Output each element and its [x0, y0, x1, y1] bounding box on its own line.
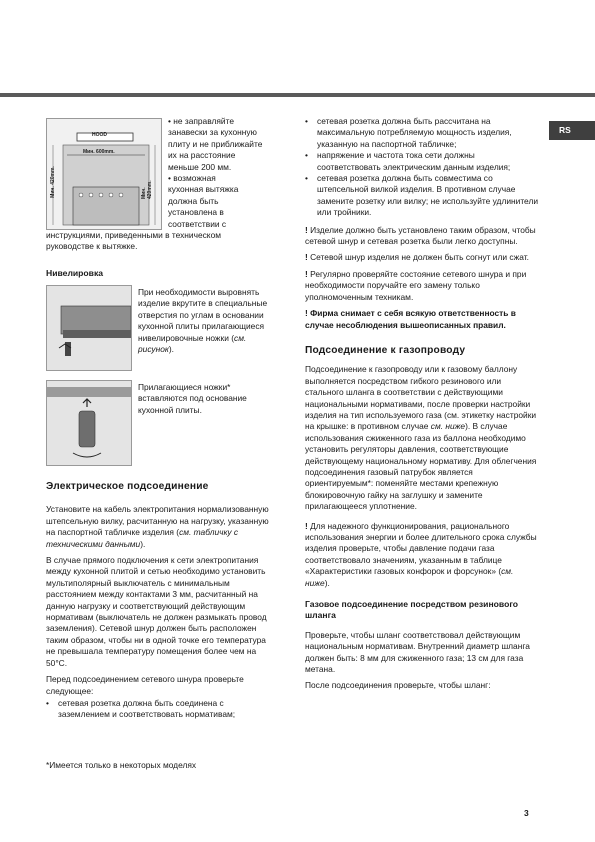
warning-4: ! Фирма снимает с себя всякую ответственность в случае несоблюдения вышеописанных правил. [305, 308, 516, 330]
electrical-p2: В случае прямого подключения к сети электропитания между кухонной плитой и сетью необходимо установить мультиполярный выключатель с минимальным расстоянием между контактами 3 мм, расчитанный на данную нагрузку и соответствующий действующим нормативам (выключатель не должен размыкать провод заземления). Сетевой шнур должен быть расположен таким образом, чтобы ни в одной точке его температура не превышала температуру помещения более чем на 50°C. [46, 555, 267, 668]
fig1-line: • возможная [168, 173, 216, 184]
leveling-text [138, 287, 272, 355]
footnote-text: *Имеется только в некоторых моделях [46, 760, 197, 770]
hose-p1: Проверьте, чтобы шланг соответствовал действующим национальным нормативам. Внутренний диаметр шланга должен быть: 8 мм для сжиженного газа; 13 см для газа метана. [305, 629, 530, 675]
leveling-diagram [46, 285, 132, 371]
min-width-label: Мин. 600mm. [83, 149, 115, 155]
fig1-line: меньше 200 мм. [168, 161, 232, 172]
page-number: 3 [524, 808, 529, 818]
leveling-text-a: При необходимости выровнять изделие вкрутите в специальные отверстия по углам в основании кухонной плиты прилагающиеся нивелировочные ножки ( [138, 287, 268, 343]
fig1-line: • не заправляйте [168, 116, 234, 126]
leveling-title: Нивелировка [46, 268, 104, 278]
fig1-line: должна быть [168, 195, 219, 206]
fig1-text-continued: инструкциями, приведенными в техническом руководстве к вытяжке. [46, 230, 221, 252]
warning-icon: ! [305, 252, 311, 263]
warning-2: ! Сетевой шнур изделия не должен быть согнут или сжат. [305, 252, 529, 263]
electrical-p3: Перед подсоединением сетевого шнура проверьте следующее: [46, 674, 244, 696]
leveling-text-end: ). [168, 344, 174, 355]
leveling-section [46, 268, 268, 279]
power-bullet-3: • сетевая розетка должна быть совместима со штепсельной вилкой изделия. В противном случае замените розетку или вилку; не используйте удлинители или тройники. [305, 173, 538, 219]
warning-5: ! Для надежного функционирования, рационального использования энергии и более длительного срока службы изделия проверьте, чтобы давление подачи газа соответствовало значениям, указанным в таблице «Характеристики газовых конфорок и форсунок» (см. ниже). [305, 520, 537, 588]
foot-illustration [47, 381, 131, 465]
footnote [46, 760, 268, 771]
hood-label: HOOD [92, 132, 107, 138]
right-column [305, 116, 538, 697]
warning-icon: ! [305, 268, 311, 279]
warning-icon: ! [305, 308, 311, 319]
power-bullet-1: • сетевая розетка должна быть рассчитана на максимальную потребляемую мощность изделия, указанную на паспортной табличке; [305, 116, 538, 150]
electrical-title: Электрическое подсоединение [46, 481, 209, 492]
electrical-p1: Установите на кабель электропитания нормализованную штепсельную вилку, расчитанную на нагрузку, указанную на паспортной табличке изделия (см. табличку с техническими данными). [46, 504, 269, 549]
see-figure-ref: см. рисунок [138, 332, 247, 355]
power-bullet-2: • напряжение и частота тока сети должны соответствовать электрическим данным изделия; [305, 150, 538, 173]
hose-p2: После подсоединения проверьте, чтобы шланг: [305, 680, 491, 691]
fig1-line: соответствии с [168, 218, 227, 229]
language-tab: RS [549, 121, 595, 140]
foot-text-body: Прилагающиеся ножки* вставляются под основание кухонной плиты. [138, 382, 247, 415]
foot-text [138, 382, 270, 416]
fig1-line: занавески за кухонную [168, 127, 257, 138]
electrical-bullet: • сетевая розетка должна быть соединена с заземлением и соответствовать нормативам; [46, 698, 276, 721]
min-left-label: Мин. 420mm. [49, 166, 56, 198]
electrical-section [46, 481, 276, 721]
leveling-illustration [47, 286, 131, 370]
min-right-label: Мин. 420mm. [141, 180, 153, 199]
fig1-line: плиту и не приближайте [168, 138, 263, 149]
fig1-side-text [168, 116, 272, 230]
gas-title: Подсоединение к газопроводу [305, 344, 466, 356]
fig1-line: установлена в [168, 207, 224, 218]
fig1-line: кухонная вытяжка [168, 184, 239, 195]
foot-diagram [46, 380, 132, 466]
fig1-line: их на расстояние [168, 150, 236, 161]
gas-p1: Подсоединение к газопроводу или к газовому баллону выполняется посредством гибкого резинового или стального шланга в соответствии с действующими национальными нормативами, после проверки настройки изделия на тип используемого газа (см. этикетку настройки на крышке: в противном случае см. ниже). В случае использования сжиженного газа из баллона необходимо установить регуляторы давления, соответствующие действующему национальному нормативу. Для облегчения подсоединения газовый патрубок является ориентируемым*: поменяйте местами крепежную блокировочную гайку на заглушку и замените прилагающееся уплотнение. [305, 364, 537, 512]
header-rule [0, 93, 595, 97]
warning-1: ! Изделие должно быть установлено таким образом, чтобы сетевой шнур и сетевая розетка были легко доступны. [305, 224, 536, 247]
warning-icon: ! [305, 224, 311, 235]
left-column [46, 116, 268, 258]
hose-title: Газовое подсоединение посредством резинового шланга [305, 599, 519, 621]
warning-3: ! Регулярно проверяйте состояние сетевого шнура и при необходимости поручайте его замену только уполномоченным техникам. [305, 268, 527, 302]
warning-icon: ! [305, 520, 311, 531]
